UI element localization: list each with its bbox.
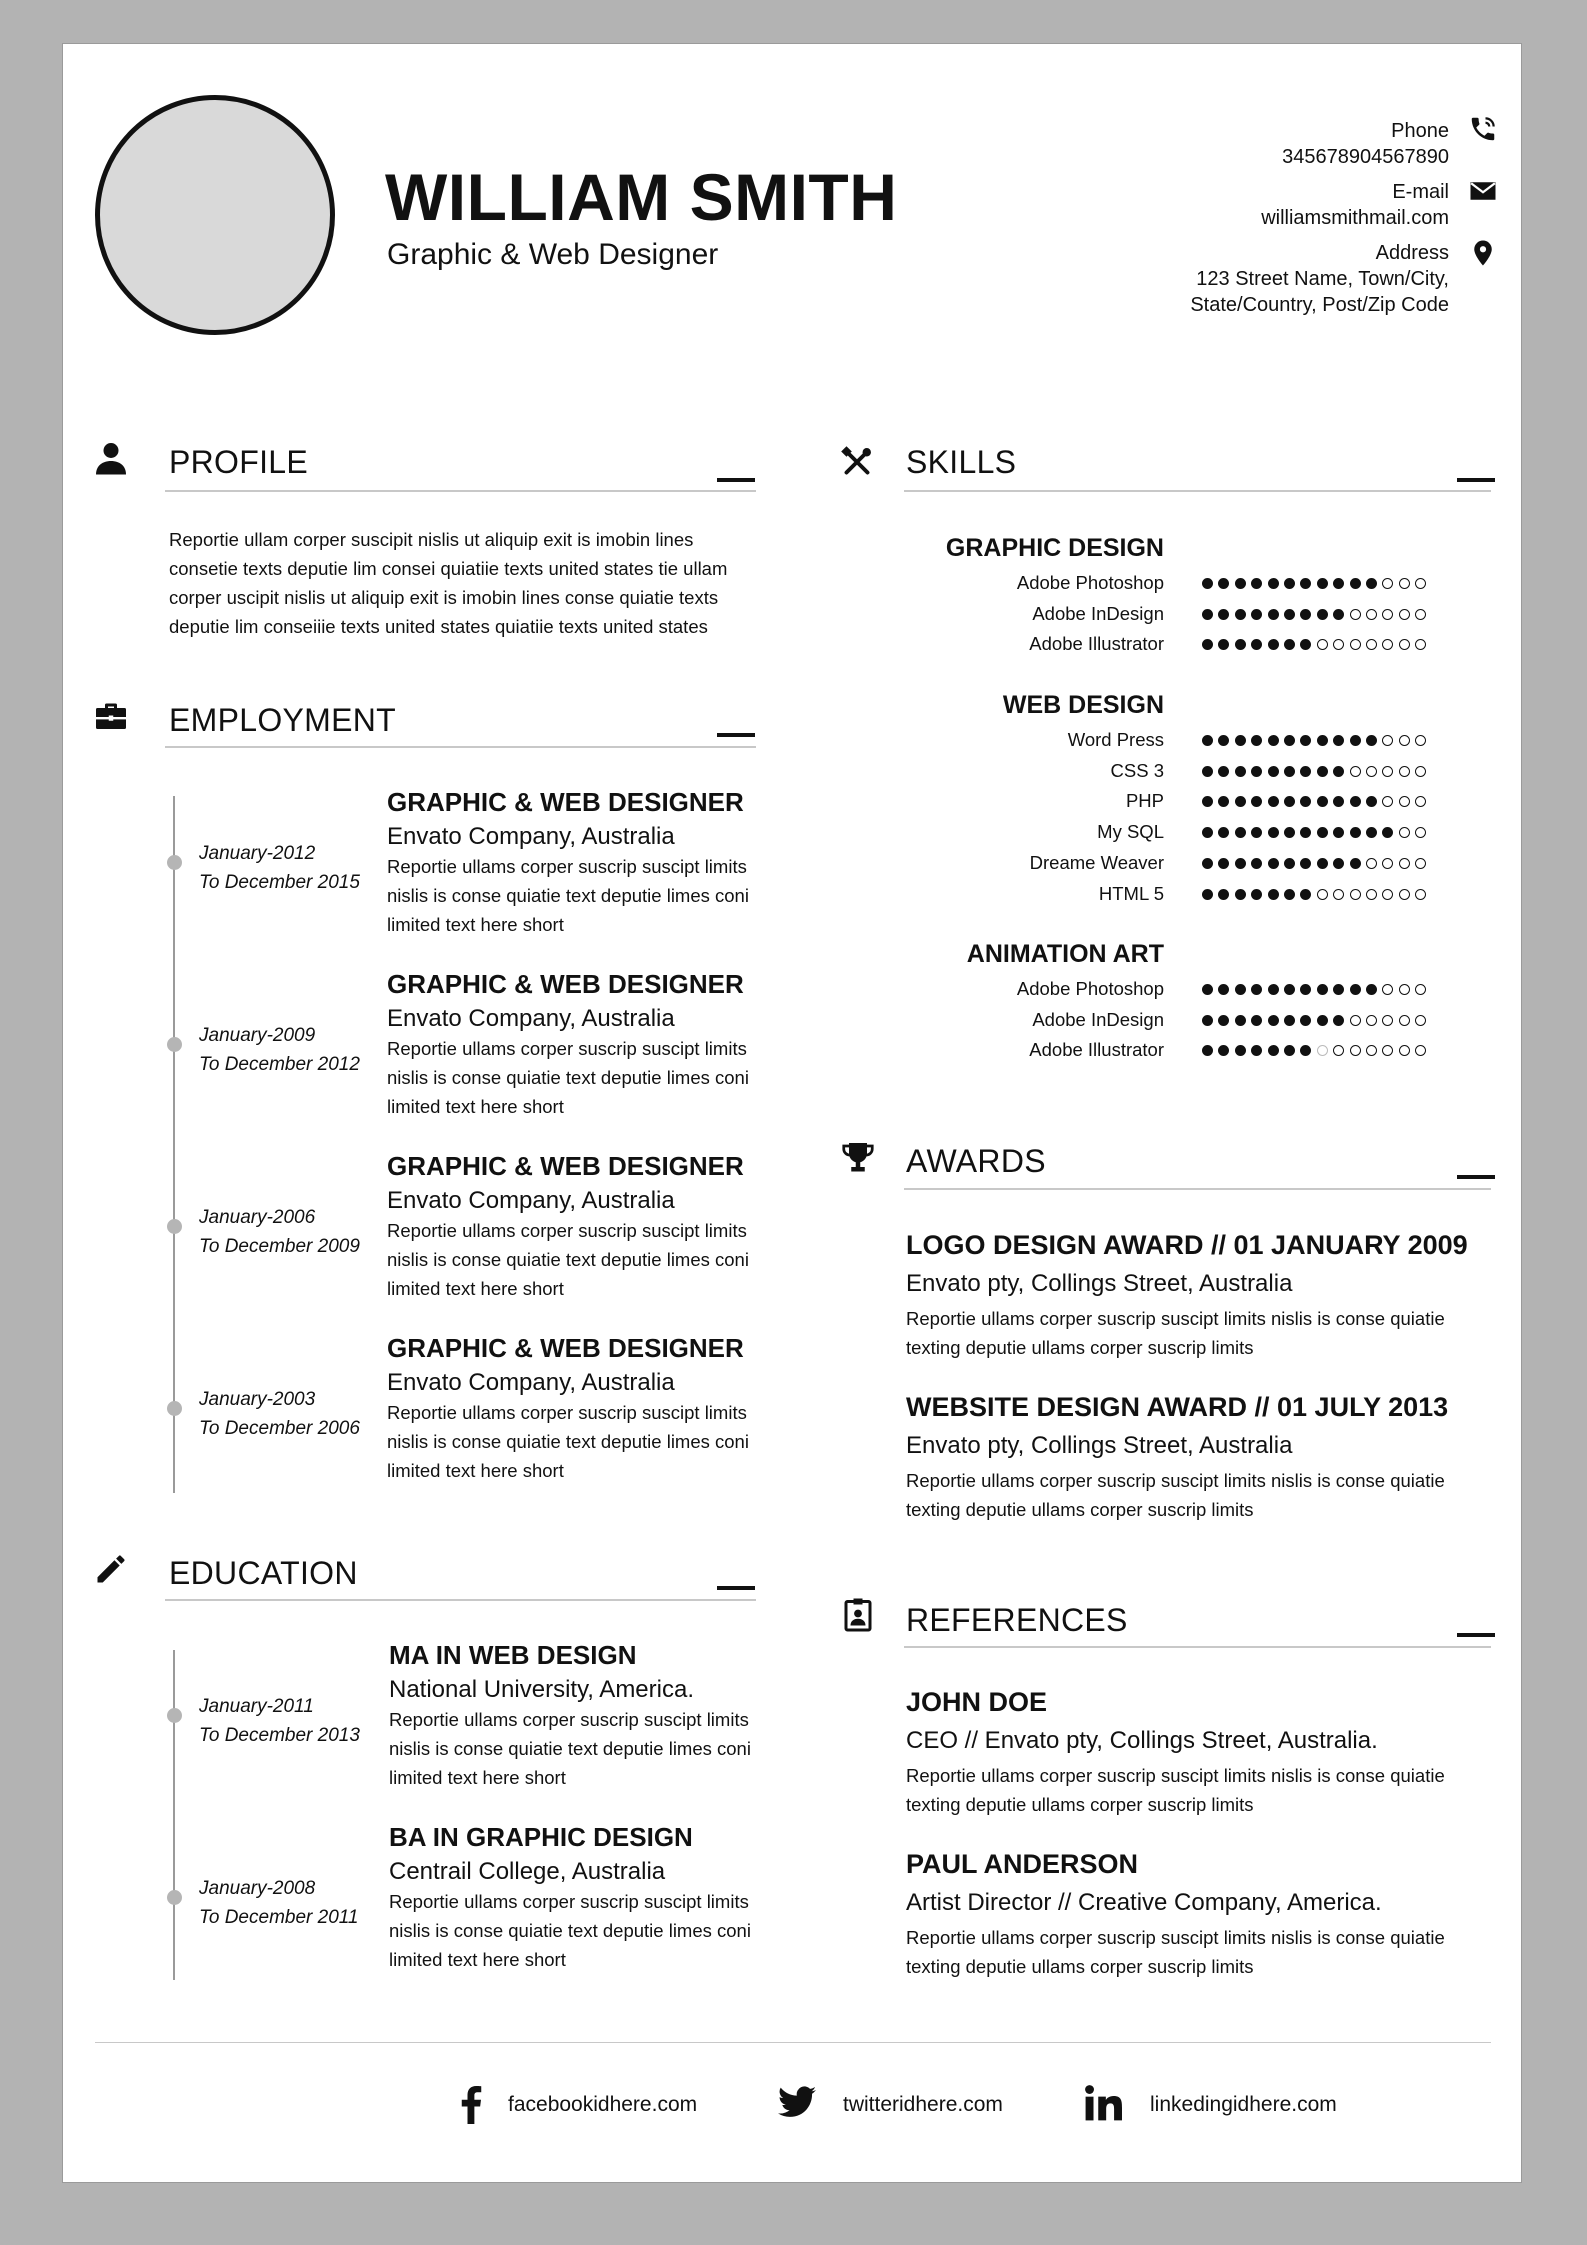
rating-dot-empty	[1399, 827, 1410, 838]
rating-dot-filled	[1300, 796, 1311, 807]
rating-dot-filled	[1268, 578, 1279, 589]
facebook-icon[interactable]	[455, 2084, 485, 2124]
references-entry-sub: Artist Director // Creative Company, America.	[906, 1889, 1382, 1916]
skill-rating	[1202, 796, 1426, 807]
rating-dot-filled	[1218, 796, 1229, 807]
rating-dot-empty	[1415, 735, 1426, 746]
rating-dot-empty	[1333, 889, 1344, 900]
rating-dot-empty	[1415, 796, 1426, 807]
rating-dot-filled	[1284, 609, 1295, 620]
facebook-link[interactable]: facebookidhere.com	[508, 2093, 698, 2116]
skills-collapse-dash	[1457, 478, 1495, 482]
rating-dot-filled	[1350, 984, 1361, 995]
education-date-start: January-2008	[199, 1878, 316, 1899]
rating-dot-filled	[1202, 1015, 1213, 1026]
rating-dot-filled	[1251, 796, 1262, 807]
rating-dot-filled	[1333, 766, 1344, 777]
education-title: EDUCATION	[169, 1555, 358, 1591]
education-entry-desc: Reportie ullams corper suscrip suscipt limits nislis is conse quiatie text deputie limes coni limited text here short	[389, 1891, 751, 1970]
rating-dot-filled	[1300, 578, 1311, 589]
rating-dot-filled	[1235, 735, 1246, 746]
rating-dot-filled	[1268, 1045, 1279, 1056]
references-entry-title: PAUL ANDERSON	[906, 1849, 1139, 1879]
phone-value: 345678904567890	[1282, 146, 1449, 168]
rating-dot-filled	[1300, 1045, 1311, 1056]
rating-dot-filled	[1218, 639, 1229, 650]
rating-dot-filled	[1218, 578, 1229, 589]
rating-dot-filled	[1235, 1015, 1246, 1026]
rating-dot-filled	[1284, 858, 1295, 869]
tools-icon	[839, 444, 875, 480]
rating-dot-filled	[1268, 984, 1279, 995]
rating-dot-empty	[1415, 1015, 1426, 1026]
rating-dot-filled	[1268, 827, 1279, 838]
rating-dot-filled	[1251, 827, 1262, 838]
rating-dot-filled	[1218, 858, 1229, 869]
email-icon	[1468, 176, 1498, 206]
employment-entry-org: Envato Company, Australia	[387, 1369, 675, 1396]
briefcase-icon	[93, 699, 129, 735]
skill-label: My SQL	[1097, 821, 1164, 843]
education-date-start: January-2011	[199, 1696, 314, 1717]
rating-dot-filled	[1317, 827, 1328, 838]
rating-dot-empty	[1399, 796, 1410, 807]
rating-dot-empty	[1366, 889, 1377, 900]
rating-dot-filled	[1300, 735, 1311, 746]
twitter-icon[interactable]	[778, 2085, 816, 2119]
skill-label: Word Press	[1067, 729, 1164, 750]
address-label: Address	[1375, 242, 1449, 264]
rating-dot-filled	[1235, 578, 1246, 589]
skill-rating	[1202, 984, 1426, 995]
rating-dot-filled	[1333, 735, 1344, 746]
awards-collapse-dash	[1457, 1175, 1495, 1179]
rating-dot-empty	[1382, 1045, 1393, 1056]
education-timeline-dot	[167, 1708, 182, 1723]
rating-dot-filled	[1317, 796, 1328, 807]
rating-dot-filled	[1333, 858, 1344, 869]
employment-date-start: January-2009	[199, 1025, 316, 1046]
footer-rule	[95, 2042, 1491, 2043]
education-date-end: To December 2013	[199, 1725, 360, 1746]
rating-dot-empty	[1350, 1045, 1361, 1056]
rating-dot-empty	[1382, 889, 1393, 900]
rating-dot-filled	[1251, 735, 1262, 746]
rating-dot-filled	[1300, 639, 1311, 650]
employment-timeline	[173, 796, 175, 1493]
rating-dot-filled	[1235, 766, 1246, 777]
employment-entry-desc: Reportie ullams corper suscrip suscipt limits nislis is conse quiatie text deputie limes coni limited text here short	[387, 1402, 749, 1481]
rating-dot-filled	[1317, 858, 1328, 869]
candidate-role: Graphic & Web Designer	[387, 238, 719, 271]
references-entry-sub: CEO // Envato pty, Collings Street, Australia.	[906, 1727, 1378, 1754]
references-entry-desc: Reportie ullams corper suscrip suscipt limits nislis is conse quiatie texting deputie ullams corper suscrip limits	[906, 1927, 1445, 1977]
skill-rating	[1202, 1045, 1426, 1056]
rating-dot-filled	[1251, 984, 1262, 995]
rating-dot-empty	[1350, 609, 1361, 620]
skill-label: PHP	[1125, 790, 1164, 812]
rating-dot-filled	[1235, 1045, 1246, 1056]
skill-label: Adobe Illustrator	[1029, 1039, 1164, 1061]
profile-rule	[165, 490, 756, 492]
rating-dot-filled	[1333, 796, 1344, 807]
awards-rule	[904, 1188, 1491, 1190]
profile-collapse-dash	[717, 478, 755, 482]
rating-dot-empty	[1350, 889, 1361, 900]
rating-dot-filled	[1366, 984, 1377, 995]
email-label: E-mail	[1392, 181, 1449, 203]
employment-entry-title: GRAPHIC & WEB DESIGNER	[387, 787, 744, 817]
rating-dot-filled	[1300, 984, 1311, 995]
skill-group-title: GRAPHIC DESIGN	[945, 534, 1164, 562]
rating-dot-filled	[1284, 984, 1295, 995]
rating-dot-filled	[1317, 578, 1328, 589]
rating-dot-filled	[1300, 858, 1311, 869]
twitter-link[interactable]: twitteridhere.com	[843, 2093, 1003, 2116]
rating-dot-filled	[1284, 735, 1295, 746]
rating-dot-empty	[1415, 1045, 1426, 1056]
phone-label: Phone	[1391, 120, 1449, 142]
rating-dot-empty	[1399, 1045, 1410, 1056]
skill-label: Adobe InDesign	[1032, 1008, 1164, 1030]
education-entry-desc: Reportie ullams corper suscrip suscipt limits nislis is conse quiatie text deputie limes coni limited text here short	[389, 1709, 751, 1788]
skill-label: Adobe Photoshop	[1016, 572, 1164, 593]
employment-rule	[165, 746, 756, 748]
rating-dot-empty	[1333, 1045, 1344, 1056]
rating-dot-empty	[1415, 858, 1426, 869]
trophy-icon	[840, 1140, 876, 1176]
rating-dot-filled	[1268, 889, 1279, 900]
skill-label: HTML 5	[1098, 882, 1164, 904]
skill-rating	[1202, 827, 1426, 838]
rating-dot-empty	[1382, 735, 1393, 746]
education-collapse-dash	[717, 1586, 755, 1590]
rating-dot-filled	[1235, 858, 1246, 869]
person-icon	[93, 440, 129, 476]
rating-dot-filled	[1284, 578, 1295, 589]
education-entry-title: BA IN GRAPHIC DESIGN	[389, 1822, 693, 1852]
address-line-2: State/Country, Post/Zip Code	[1190, 294, 1449, 316]
rating-dot-empty	[1366, 609, 1377, 620]
rating-dot-filled	[1268, 609, 1279, 620]
awards-entry-desc: Reportie ullams corper suscrip suscipt limits nislis is conse quiatie texting deputie ullams corper suscrip limits	[906, 1308, 1445, 1358]
rating-dot-empty	[1415, 766, 1426, 777]
employment-entry-title: GRAPHIC & WEB DESIGNER	[387, 1151, 744, 1181]
employment-date-end: To December 2009	[199, 1236, 360, 1257]
rating-dot-empty	[1333, 639, 1344, 650]
linkedin-icon[interactable]	[1084, 2084, 1122, 2122]
rating-dot-empty	[1366, 1015, 1377, 1026]
rating-dot-filled	[1202, 827, 1213, 838]
rating-dot-filled	[1350, 858, 1361, 869]
candidate-name: WILLIAM SMITH	[385, 160, 898, 234]
rating-dot-empty	[1366, 858, 1377, 869]
rating-dot-empty	[1415, 609, 1426, 620]
rating-dot-filled	[1251, 609, 1262, 620]
rating-dot-empty	[1382, 578, 1393, 589]
skill-label: Adobe InDesign	[1032, 602, 1164, 624]
rating-dot-filled	[1235, 609, 1246, 620]
contact-email	[1261, 179, 1449, 231]
rating-dot-filled	[1350, 578, 1361, 589]
skill-label: Adobe Illustrator	[1029, 633, 1164, 655]
rating-dot-filled	[1202, 796, 1213, 807]
rating-dot-empty	[1415, 578, 1426, 589]
employment-timeline-dot	[167, 1219, 182, 1234]
rating-dot-empty	[1382, 1015, 1393, 1026]
rating-dot-filled	[1202, 766, 1213, 777]
rating-dot-filled	[1317, 766, 1328, 777]
rating-dot-empty	[1382, 984, 1393, 995]
rating-dot-filled	[1202, 578, 1213, 589]
rating-dot-empty	[1399, 735, 1410, 746]
employment-entry-desc: Reportie ullams corper suscrip suscipt limits nislis is conse quiatie text deputie limes coni limited text here short	[387, 856, 749, 935]
awards-entry-sub: Envato pty, Collings Street, Australia	[906, 1432, 1293, 1459]
rating-dot-empty	[1415, 639, 1426, 650]
rating-dot-empty	[1366, 639, 1377, 650]
references-title: REFERENCES	[906, 1602, 1128, 1638]
rating-dot-empty	[1415, 827, 1426, 838]
rating-dot-filled	[1284, 766, 1295, 777]
rating-dot-filled	[1300, 766, 1311, 777]
skill-label: Dreame Weaver	[1029, 851, 1164, 873]
employment-date-start: January-2012	[199, 843, 316, 864]
rating-dot-empty	[1350, 1015, 1361, 1026]
education-timeline	[173, 1650, 175, 1980]
rating-dot-filled	[1284, 1045, 1295, 1056]
rating-dot-filled	[1235, 827, 1246, 838]
education-timeline-dot	[167, 1890, 182, 1905]
skills-title: SKILLS	[906, 444, 1017, 480]
rating-dot-filled	[1366, 578, 1377, 589]
contact-address	[1190, 240, 1449, 318]
employment-entry-desc: Reportie ullams corper suscrip suscipt limits nislis is conse quiatie text deputie limes coni limited text here short	[387, 1220, 749, 1299]
rating-dot-filled	[1284, 1015, 1295, 1026]
rating-dot-filled	[1218, 735, 1229, 746]
rating-dot-filled	[1251, 858, 1262, 869]
rating-dot-empty	[1382, 796, 1393, 807]
rating-dot-filled	[1202, 735, 1213, 746]
rating-dot-filled	[1317, 735, 1328, 746]
rating-dot-filled	[1284, 796, 1295, 807]
skill-group-title: WEB DESIGN	[1002, 691, 1164, 719]
rating-dot-filled	[1202, 889, 1213, 900]
references-collapse-dash	[1457, 1633, 1495, 1637]
education-rule	[165, 1599, 756, 1601]
awards-entry-desc: Reportie ullams corper suscrip suscipt limits nislis is conse quiatie texting deputie ullams corper suscrip limits	[906, 1470, 1445, 1520]
rating-dot-filled	[1300, 889, 1311, 900]
skill-rating	[1202, 639, 1426, 650]
rating-dot-filled	[1218, 984, 1229, 995]
contact-phone	[1282, 118, 1449, 170]
skill-label: CSS 3	[1110, 759, 1164, 781]
rating-dot-filled	[1251, 639, 1262, 650]
rating-dot-filled	[1317, 984, 1328, 995]
skill-rating	[1202, 766, 1426, 777]
rating-dot-empty	[1399, 639, 1410, 650]
rating-dot-empty	[1350, 766, 1361, 777]
skill-rating	[1202, 578, 1426, 589]
skills-rule	[904, 490, 1491, 492]
employment-entry-org: Envato Company, Australia	[387, 1005, 675, 1032]
rating-dot-filled	[1350, 796, 1361, 807]
rating-dot-empty	[1399, 609, 1410, 620]
rating-dot-empty	[1382, 609, 1393, 620]
rating-dot-filled	[1333, 578, 1344, 589]
references-entry-desc: Reportie ullams corper suscrip suscipt limits nislis is conse quiatie texting deputie ullams corper suscrip limits	[906, 1765, 1445, 1815]
rating-dot-filled	[1284, 639, 1295, 650]
rating-dot-filled	[1218, 609, 1229, 620]
education-entry-org: Centrail College, Australia	[389, 1858, 666, 1885]
rating-dot-empty	[1399, 578, 1410, 589]
employment-date-end: To December 2012	[199, 1054, 360, 1075]
rating-dot-filled	[1268, 858, 1279, 869]
employment-entry-title: GRAPHIC & WEB DESIGNER	[387, 1333, 744, 1363]
rating-dot-empty	[1366, 1045, 1377, 1056]
rating-dot-empty	[1366, 766, 1377, 777]
employment-date-end: To December 2006	[199, 1418, 360, 1439]
rating-dot-empty	[1399, 858, 1410, 869]
pencil-icon	[93, 1551, 129, 1587]
rating-dot-filled	[1300, 827, 1311, 838]
rating-dot-filled	[1251, 1045, 1262, 1056]
employment-entry-title: GRAPHIC & WEB DESIGNER	[387, 969, 744, 999]
education-entry-title: MA IN WEB DESIGN	[389, 1640, 637, 1670]
rating-dot-filled	[1284, 827, 1295, 838]
rating-dot-filled	[1366, 735, 1377, 746]
rating-dot-filled	[1366, 827, 1377, 838]
rating-dot-filled	[1268, 796, 1279, 807]
awards-entry-title: LOGO DESIGN AWARD // 01 JANUARY 2009	[906, 1230, 1468, 1260]
rating-dot-filled	[1333, 609, 1344, 620]
rating-dot-filled	[1268, 1015, 1279, 1026]
employment-date-end: To December 2015	[199, 872, 360, 893]
employment-timeline-dot	[167, 1401, 182, 1416]
references-rule	[904, 1646, 1491, 1648]
employment-timeline-dot	[167, 855, 182, 870]
rating-dot-filled	[1251, 889, 1262, 900]
rating-dot-filled	[1300, 609, 1311, 620]
resume-page	[62, 43, 1522, 2183]
skill-rating	[1202, 1015, 1426, 1026]
rating-dot-filled	[1333, 827, 1344, 838]
rating-dot-filled	[1350, 827, 1361, 838]
address-line-1: 123 Street Name, Town/City,	[1196, 268, 1449, 290]
rating-dot-empty	[1399, 766, 1410, 777]
awards-title: AWARDS	[906, 1143, 1046, 1179]
rating-dot-empty	[1382, 858, 1393, 869]
skill-rating	[1202, 735, 1426, 746]
rating-dot-filled	[1218, 766, 1229, 777]
rating-dot-filled	[1235, 639, 1246, 650]
rating-dot-filled	[1202, 984, 1213, 995]
rating-dot-filled	[1300, 1015, 1311, 1026]
employment-title: EMPLOYMENT	[169, 702, 397, 738]
id-badge-icon	[840, 1597, 876, 1633]
rating-dot-filled	[1333, 984, 1344, 995]
rating-dot-filled	[1202, 1045, 1213, 1056]
references-entry-title: JOHN DOE	[906, 1687, 1048, 1717]
rating-dot-empty	[1317, 889, 1328, 900]
education-entry-org: National University, America.	[389, 1676, 694, 1703]
employment-collapse-dash	[717, 733, 755, 737]
rating-dot-filled	[1235, 984, 1246, 995]
rating-dot-empty	[1415, 984, 1426, 995]
profile-photo	[95, 95, 335, 335]
rating-dot-filled	[1218, 1045, 1229, 1056]
rating-dot-filled	[1268, 639, 1279, 650]
rating-dot-empty	[1350, 639, 1361, 650]
rating-dot-empty	[1399, 1015, 1410, 1026]
rating-dot-empty	[1382, 639, 1393, 650]
awards-entry-title: WEBSITE DESIGN AWARD // 01 JULY 2013	[906, 1392, 1449, 1422]
phone-icon	[1468, 114, 1498, 144]
rating-dot-filled	[1333, 1015, 1344, 1026]
rating-dot-filled	[1235, 796, 1246, 807]
linkedin-link[interactable]: linkedingidhere.com	[1150, 2093, 1337, 2116]
rating-dot-filled	[1202, 858, 1213, 869]
skill-rating	[1202, 609, 1426, 620]
rating-dot-filled	[1251, 578, 1262, 589]
rating-dot-empty	[1415, 889, 1426, 900]
rating-dot-filled	[1366, 796, 1377, 807]
employment-entry-desc: Reportie ullams corper suscrip suscipt limits nislis is conse quiatie text deputie limes coni limited text here short	[387, 1038, 749, 1117]
rating-dot-empty	[1317, 639, 1328, 650]
rating-dot-filled	[1218, 889, 1229, 900]
rating-dot-filled	[1350, 735, 1361, 746]
employment-date-start: January-2006	[199, 1207, 316, 1228]
rating-dot-filled	[1284, 889, 1295, 900]
rating-dot-filled	[1251, 1015, 1262, 1026]
awards-entry-sub: Envato pty, Collings Street, Australia	[906, 1270, 1293, 1297]
rating-dot-empty	[1382, 766, 1393, 777]
rating-dot-filled	[1235, 889, 1246, 900]
education-date-end: To December 2011	[199, 1907, 359, 1928]
profile-text: Reportie ullam corper suscipit nislis ut aliquip exit is imobin lines consetie texts deputie lim consei quiatiie texts united states tie ullam corper uscipit nislis ut aliquip exit is imobin lines conse quiatie texts deputie lim conseiiie texts united states quiatiie texts united states	[169, 529, 728, 637]
employment-entry-org: Envato Company, Australia	[387, 1187, 675, 1214]
skill-group-title: ANIMATION ART	[966, 940, 1164, 968]
employment-entry-org: Envato Company, Australia	[387, 823, 675, 850]
skill-rating	[1202, 889, 1426, 900]
skill-rating	[1202, 858, 1426, 869]
rating-dot-filled	[1202, 639, 1213, 650]
rating-dot-filled	[1202, 609, 1213, 620]
rating-dot-filled	[1251, 766, 1262, 777]
email-value: williamsmithmail.com	[1261, 207, 1449, 229]
rating-dot-filled	[1218, 1015, 1229, 1026]
rating-dot-filled	[1268, 766, 1279, 777]
rating-dot-empty	[1317, 1045, 1328, 1056]
employment-date-start: January-2003	[199, 1389, 316, 1410]
skill-label: Adobe Photoshop	[1016, 978, 1164, 999]
rating-dot-filled	[1382, 827, 1393, 838]
location-icon	[1468, 238, 1498, 268]
rating-dot-filled	[1268, 735, 1279, 746]
profile-title: PROFILE	[169, 444, 309, 480]
rating-dot-empty	[1399, 889, 1410, 900]
rating-dot-filled	[1317, 1015, 1328, 1026]
rating-dot-empty	[1399, 984, 1410, 995]
rating-dot-filled	[1317, 609, 1328, 620]
employment-timeline-dot	[167, 1037, 182, 1052]
rating-dot-filled	[1218, 827, 1229, 838]
